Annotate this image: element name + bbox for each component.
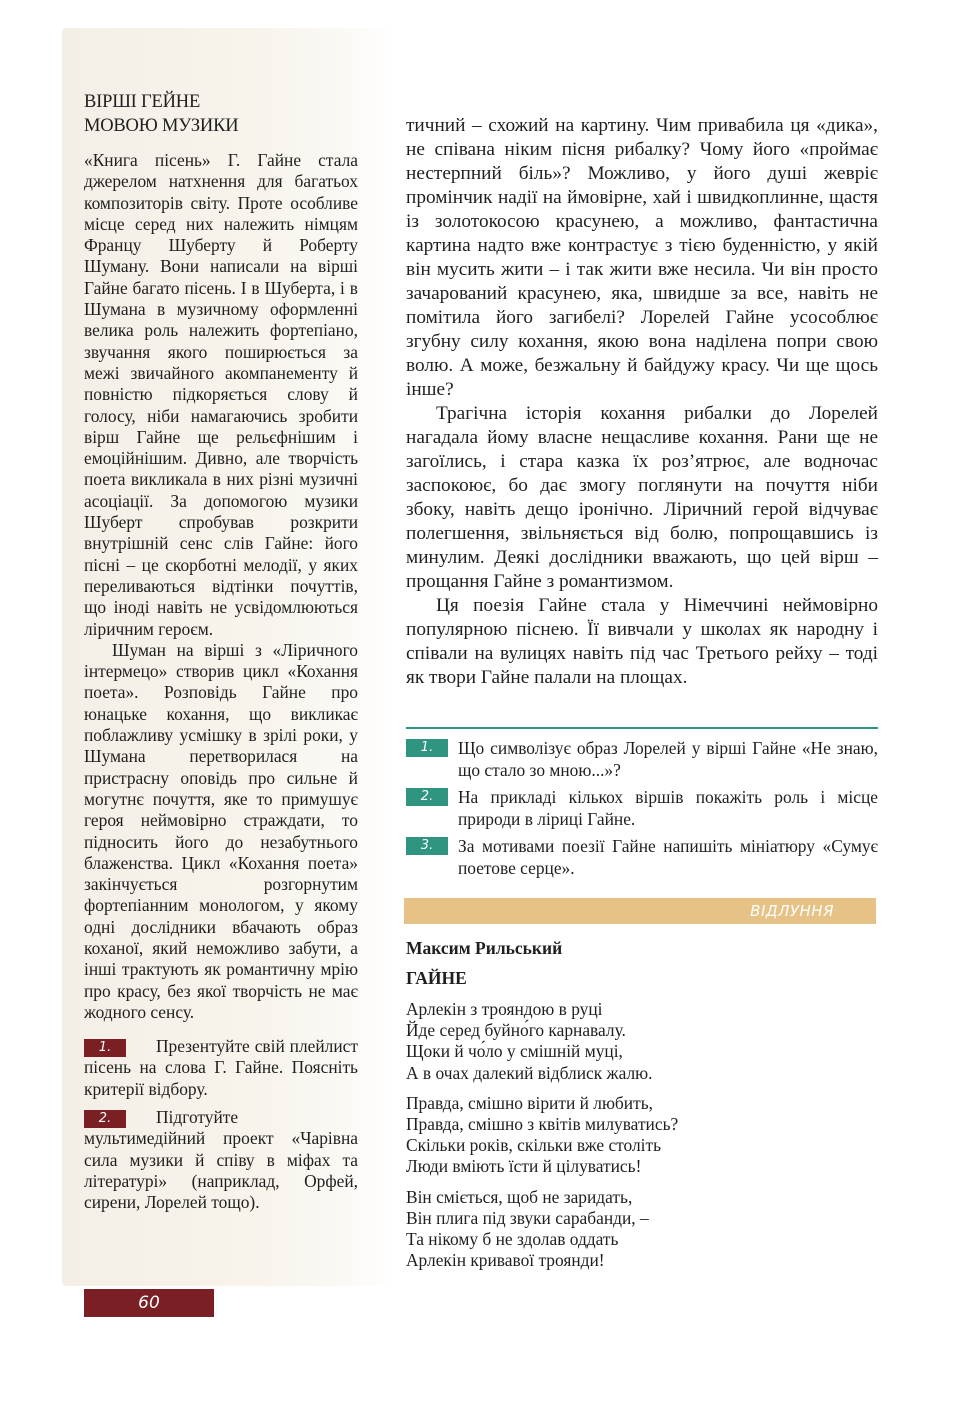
poem-stanza [406, 1093, 878, 1178]
main-task [406, 787, 878, 830]
sidebar-paragraph: Шуман на вірші з «Ліричного інтермецо» створив цикл «Кохання поета». Розповідь Гайне про юнацьке кохання, що викликає поблажливу усмішку в зрілі роки, у Шумана перетворилася на пристрасну оповідь про сильне й могутнє почуття, яке то примушує героя неймовірно страждати, то підносить його до незабутнього блаженства. Цикл «Кохання поета» закінчується розгорнутим фортепіанним монологом, у якому одні дослідники вбачають образ коханої, який неможливо забути, а інші трактують як романтичну мрію про красу, без якої творчість не має жодного сенсу. [84, 639, 358, 1022]
poem-stanza [406, 999, 878, 1084]
main-paragraph: Трагічна історія кохання рибалки до Лорелей нагадала йому власне нещасливе кохання. Рани ще не загоїлись, і стара казка їх роз’ятрює, але водночас заспокоює, бо дає змогу поглянути на почуття ніби збоку, навіть дещо іронічно. Ліричний герой відчуває полегшення, звільняється від болю, попрощавшись із минулим. Деякі дослідники вважають, що цей вірш – прощання Гайне з романтизмом. [406, 403, 878, 592]
poem-line: Йде серед буйно́го карнавалу. [406, 1020, 626, 1041]
tasks-divider [406, 727, 878, 729]
task-text: Підготуйте мультимедійний проект «Чарівна сила музики й співу в міфах та літературі» (наприклад, Орфей, сирени, Лорелей тощо). [84, 1107, 358, 1213]
poem-line: Скільки років, скільки вже століть [406, 1135, 662, 1156]
sidebar-task [84, 1036, 358, 1100]
poem-stanza [406, 1187, 878, 1272]
poem-line: Та нікому б не здолав оддать [406, 1229, 619, 1250]
poem-line: Щоки й чо́ло у смішній муці, [406, 1041, 623, 1062]
poem-line: А в очах далекий відблиск жалю. [406, 1062, 653, 1083]
sidebar-heading-line: МОВОЮ МУЗИКИ [84, 116, 239, 136]
sidebar-paragraph: «Книга пісень» Г. Гайне стала джерелом натхнення для багатьох композиторів світу. Проте особливе місце серед них належить німцям Францу Шуберту й Роберту Шуману. Вони написали на вірші Гайне багато пісень. І в Шуберта, і в Шумана в музичному оформленні велика роль належить фортепіано, звучання якого поширюється за межі звичайного акомпанементу й повністю підкоряється слову й голосу, ніби намагаючись зробити вірш Гайне ще рельєфнішим і емоційнішим. Дивно, але творчість поета викликала в них різні музичні асоціації. За допомогою музики Шуберт спробував розкрити внутрішній сенс слів Гайне: його пісні – це скорботні мелодії, у яких переливаються відтінки почуттів, що іноді навіть не усвідомлюються ліричним героєм. [84, 150, 358, 639]
echo-section-bar [404, 898, 876, 924]
poem [406, 937, 878, 1280]
main-task [406, 738, 878, 781]
sidebar-heading-line: ВІРШІ ГЕЙНЕ [84, 92, 201, 112]
main-paragraph: Ця поезія Гайне стала у Німеччині неймовірно популярною піснею. Її вивчали у школах як народну і співали на вулицях навіть під час Третього рейху – тоді як твори Гайне палали на площах. [406, 595, 878, 688]
poem-line: Люди вміють їсти й цілуватись! [406, 1156, 642, 1177]
sidebar-heading [84, 90, 358, 138]
poem-line: Арлекін з трояндою в руці [406, 999, 603, 1019]
poem-line: Правда, смішно з квітів милуватись? [406, 1114, 679, 1135]
echo-section-label: ВІДЛУННЯ [750, 902, 834, 920]
main-task [406, 836, 878, 879]
poem-line: Він плига під звуки сарабанди, – [406, 1207, 649, 1228]
main-text [406, 114, 878, 690]
main-tasks [406, 738, 878, 885]
poem-title: ГАЙНЕ [406, 968, 467, 988]
task-number-badge: 3. [406, 837, 448, 855]
poem-line: Правда, смішно вірити й любить, [406, 1092, 653, 1113]
task-number-badge: 1. [84, 1039, 126, 1057]
task-number-badge: 1. [406, 739, 448, 757]
task-text: На прикладі кількох віршів покажіть роль і місце природи в ліриці Гайне. [458, 787, 878, 829]
task-text: Презентуйте свій плейлист пісень на слова Г. Гайне. Поясніть критерії відбору. [84, 1036, 358, 1099]
sidebar-tasks [84, 1036, 358, 1213]
page-number: 60 [84, 1289, 214, 1317]
poem-line: Арлекін кривавої троянди! [406, 1250, 605, 1271]
poem-line: Він сміється, щоб не заридать, [406, 1186, 633, 1207]
sidebar [84, 90, 358, 1221]
task-number-badge: 2. [84, 1110, 126, 1128]
task-text: За мотивами поезії Гайне напишіть мініатюру «Сумує поетове серце». [458, 836, 878, 878]
sidebar-task [84, 1107, 358, 1213]
poem-author: Максим Рильський [406, 938, 563, 958]
task-text: Що символізує образ Лорелей у вірші Гайне «Не знаю, що стало зо мною...»? [458, 738, 878, 780]
main-paragraph: тичний – схожий на картину. Чим привабила ця «дика», не співана ніким пісня рибалку? Чому його «проймає нестерпний біль»? Можливо, у його душі жевріє промінчик надії на ймовірне, хай і швидкоплинне, щастя із золотокосою красунею, а можливо, фантастична картина надто вже контрастує з тією буденністю, у якій він мусить жити – і так жити вже несила. Чи він просто зачарований красунею, яка, швидше за все, навіть не помітила його загибелі? Лорелей Гайне усособлює згубну силу кохання, якою вона наділена попри свою волю. А може, безжальну й байдужу красу. Чи ще щось інше? [406, 115, 878, 400]
task-number-badge: 2. [406, 788, 448, 806]
